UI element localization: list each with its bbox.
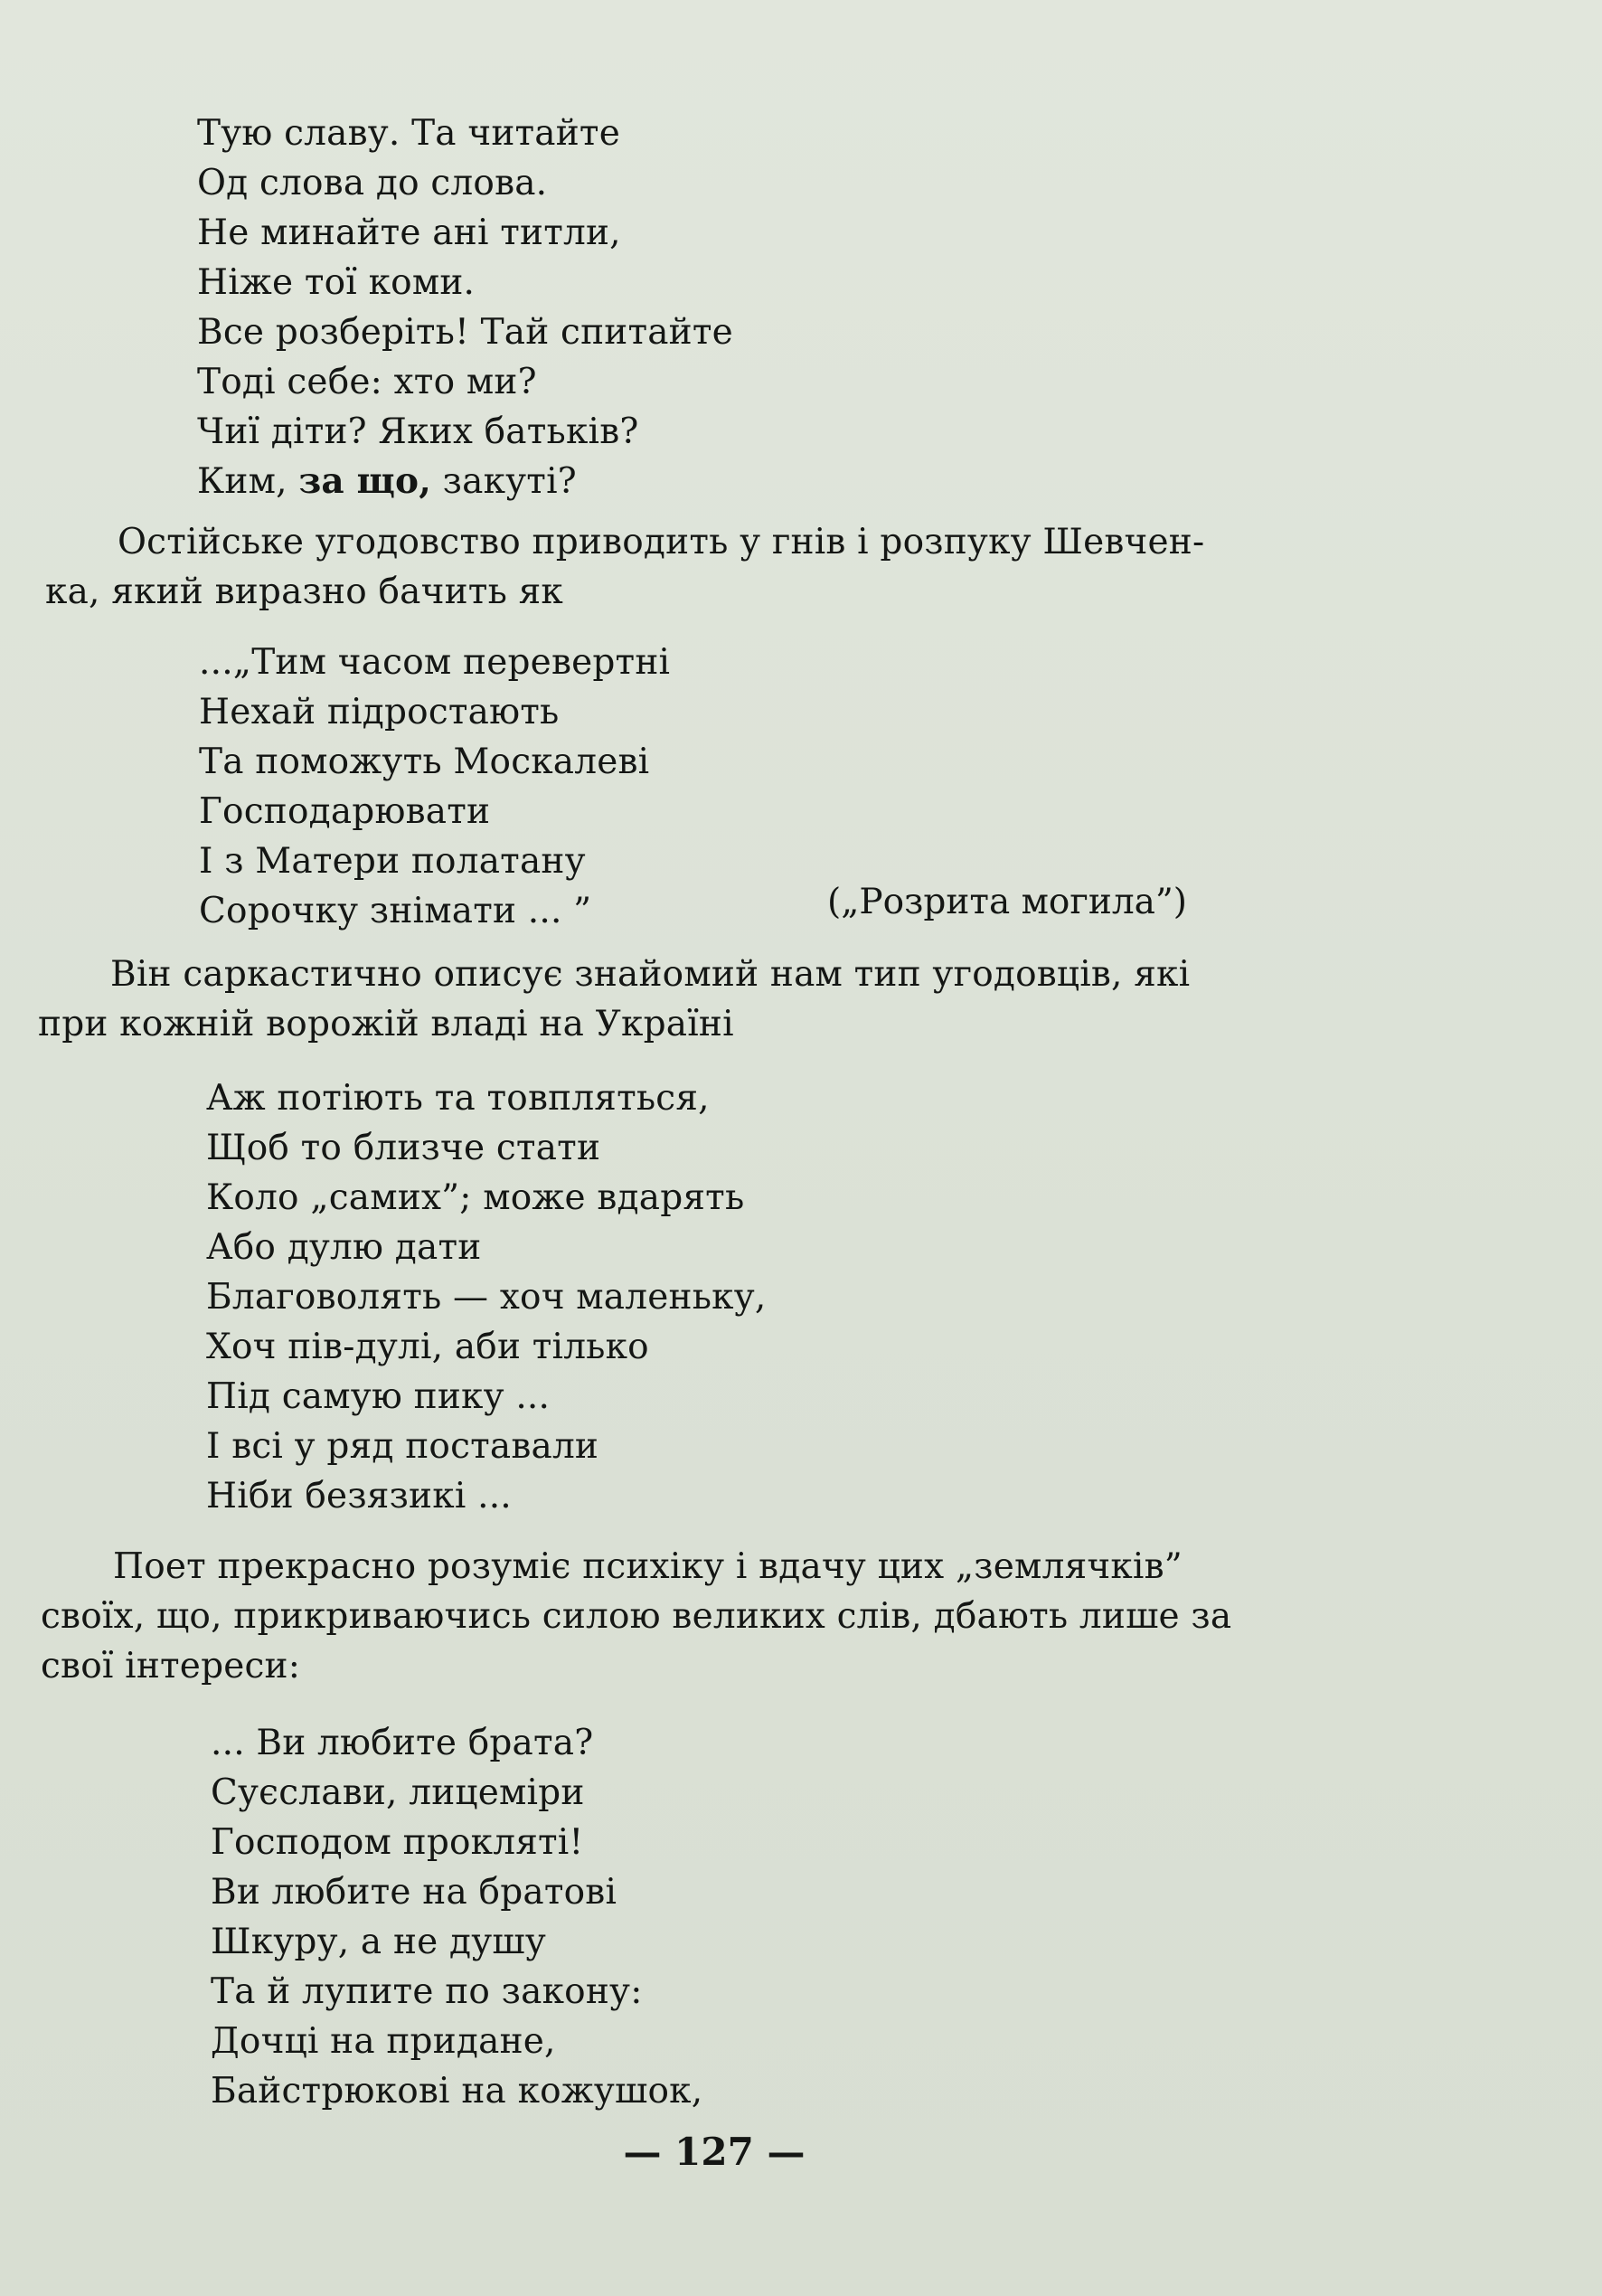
poem-line: І всі у ряд поставали	[206, 1426, 599, 1467]
prose-paragraph-1	[45, 517, 1374, 617]
poem-line: Ніже тої коми.	[197, 262, 476, 303]
poem-line-last	[197, 457, 733, 506]
poem-line: Хоч пів-дулі, аби тілько	[206, 1327, 649, 1367]
poem-line: Щоб то близче стати	[206, 1128, 601, 1168]
poem-bold-text: за що,	[298, 460, 432, 502]
prose-line: при кожній ворожій владі на Україні	[38, 1004, 734, 1044]
poem-line: Чиї діти? Яких батьків?	[197, 411, 639, 452]
poem-line: Ви любите на братові	[211, 1872, 617, 1913]
poem-line: Не минайте ані титли,	[197, 213, 621, 253]
prose-paragraph-3	[41, 1542, 1388, 1691]
prose-line: Він саркастично описує знайомий нам тип угодовців, які	[110, 954, 1191, 995]
poem-line: Шкуру, а не душу	[211, 1922, 547, 1962]
prose-line: свої інтереси:	[41, 1646, 301, 1687]
poem-line: Господарювати	[199, 791, 491, 832]
poem-stanza-1	[197, 109, 733, 506]
poem-citation: („Розрита могила”)	[827, 882, 1188, 922]
poem-line: Та поможуть Москалеві	[199, 742, 650, 782]
poem-line: Ніби безязикі ...	[206, 1476, 512, 1516]
poem-line: І з Матери полатану	[199, 841, 586, 882]
poem-line: Все розберіть! Тай спитайте	[197, 312, 733, 353]
prose-line: ка, який виразно бачить як	[45, 572, 563, 612]
poem-stanza-2	[199, 638, 670, 936]
poem-line: Або дулю дати	[206, 1227, 482, 1268]
poem-line: Дочці на придане,	[211, 2021, 556, 2062]
poem-line: Благоволять — хоч маленьку,	[206, 1277, 767, 1318]
prose-line: своїх, що, прикриваючись силою великих слів, дбають лише за	[41, 1596, 1232, 1637]
poem-text: закуті?	[431, 461, 577, 502]
poem-line: Коло „самих”; може вдарять	[206, 1177, 745, 1218]
poem-line: Сорочку знімати ... ”	[199, 891, 592, 931]
poem-line: ... Ви любите брата?	[211, 1723, 594, 1763]
poem-line: Під самую пику ...	[206, 1376, 551, 1417]
poem-line: Аж потіють та товпляться,	[206, 1078, 710, 1119]
poem-text: Ким,	[197, 461, 299, 502]
poem-line: Нехай підростають	[199, 692, 560, 732]
poem-line: Господом прокляті!	[211, 1822, 584, 1863]
page-number: — 127 —	[623, 2130, 806, 2174]
poem-line: Тую славу. Та читайте	[197, 113, 620, 154]
prose-paragraph-2	[38, 950, 1374, 1049]
poem-line: ...„Тим часом перевертні	[199, 642, 671, 683]
poem-line: Суєслави, лицеміри	[211, 1772, 585, 1813]
poem-line: Тоді себе: хто ми?	[197, 362, 537, 402]
poem-stanza-4	[211, 1718, 702, 2116]
prose-line: Остійське угодовство приводить у гнів і розпуку Шевчен-	[118, 522, 1205, 562]
poem-stanza-3	[206, 1073, 766, 1521]
poem-line: Од слова до слова.	[197, 163, 548, 203]
prose-line: Поет прекрасно розуміє психіку і вдачу цих „землячків”	[113, 1546, 1183, 1587]
poem-line: Та й лупите по закону:	[211, 1971, 643, 2012]
poem-line: Байстрюкові на кожушок,	[211, 2071, 703, 2112]
